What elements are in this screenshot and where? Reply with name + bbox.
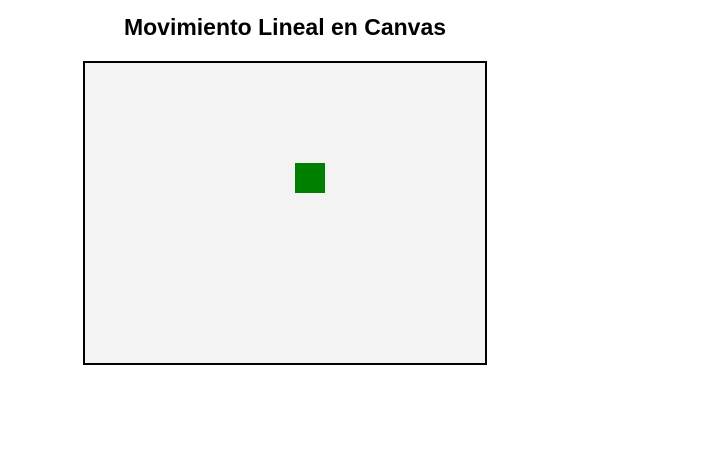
- animation-canvas: [83, 61, 487, 365]
- moving-square: [295, 163, 325, 193]
- page-title: Movimiento Lineal en Canvas: [123, 14, 447, 40]
